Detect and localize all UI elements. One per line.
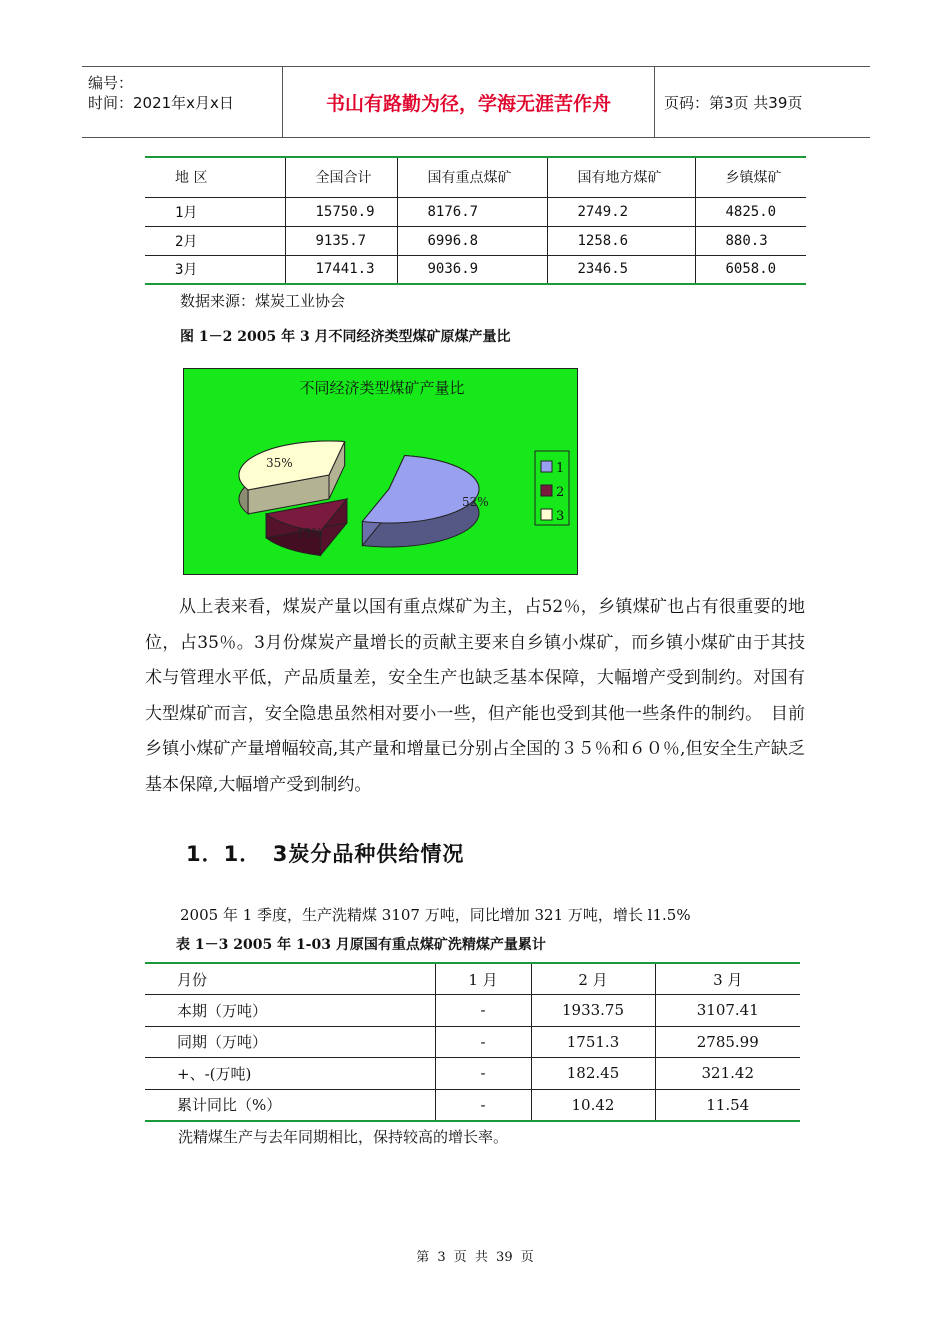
table-cell: 17441.3 [285, 255, 397, 284]
table-cell: 9135.7 [285, 226, 397, 255]
table-row [145, 197, 806, 226]
page-number-label: 页码：第3页 共39页 [664, 93, 803, 112]
paragraph-text: 从上表来看，煤炭产量以国有重点煤矿为主，占52％，乡镇煤矿也占有很重要的地位，占35％。3月份煤炭产量增长的贡献主要来自乡镇小煤矿，而乡镇小煤矿由于其技术与管理水平低，产品质量差，安全生产也缺乏基本保障，大幅增产受到制约。对国有大型煤矿而言，安全隐患虽然相对要小一些，但产能也受到其他一些条件的制约。 目前乡镇小煤矿产量增幅较高,其产量和增量已分别占全国的３５％和６０％,但安全生产缺乏基本保障,大幅增产受到制约。 [145, 597, 805, 795]
table-cell: 6996.8 [397, 226, 547, 255]
table-header-cell: 1 月 [435, 963, 531, 995]
table-cell: 1月 [145, 197, 285, 226]
data-source: 数据来源：煤炭工业协会 [180, 292, 346, 310]
section-heading: 1．1． 3炭分品种供给情况 [186, 842, 465, 866]
table-cell: 3月 [145, 255, 285, 284]
table-header-cell: 地 区 [145, 157, 285, 197]
table-note: 洗精煤生产与去年同期相比，保持较高的增长率。 [178, 1128, 509, 1146]
number-label: 编号： [88, 74, 134, 92]
table-cell: 2785.99 [655, 1026, 800, 1058]
table-cell: 1258.6 [547, 226, 695, 255]
pie-chart-svg [184, 369, 577, 574]
table-caption: 表 1－3 2005 年 1-03 月原国有重点煤矿洗精煤产量累计 [176, 937, 546, 953]
table-header-cell: 2 月 [531, 963, 655, 995]
table-cell: - [435, 1089, 531, 1121]
table-cell: 880.3 [695, 226, 806, 255]
legend-label: 1 [556, 461, 565, 476]
table-cell: 6058.0 [725, 261, 777, 278]
table-row [145, 255, 806, 284]
table-header-cell: 3 月 [655, 963, 800, 995]
legend-label: 2 [556, 485, 565, 500]
table-cell: 2月 [145, 226, 285, 255]
page-footer: 第 3 页 共 39 页 [416, 1250, 534, 1265]
table-row [145, 1026, 800, 1058]
table-header-cell: 国有重点煤矿 [397, 157, 547, 197]
body-paragraph [145, 590, 805, 803]
legend-swatch [541, 485, 552, 496]
table-cell: 15750.9 [285, 197, 397, 226]
header-meta [82, 67, 282, 137]
legend-swatch [541, 461, 552, 472]
legend-swatch [541, 509, 552, 520]
pie-chart [183, 368, 578, 575]
table-header-cell: 全国合计 [285, 157, 397, 197]
table-cell: 11.54 [706, 1095, 750, 1114]
table-cell: +、-(万吨) [145, 1058, 435, 1090]
pie-slice-label: 35% [266, 456, 293, 470]
table-row [145, 1089, 800, 1121]
table-header-cell: 国有地方煤矿 [547, 157, 695, 197]
table-row [145, 226, 806, 255]
figure-caption: 图 1－2 2005 年 3 月不同经济类型煤矿原煤产量比 [180, 329, 511, 345]
summary-line: 2005 年 1 季度，生产洗精煤 3107 万吨，同比增加 321 万吨，增长 l1.5% [180, 906, 691, 924]
table-cell: 累计同比（%） [145, 1089, 435, 1121]
chart-title: 不同经济类型煤矿产量比 [299, 379, 465, 397]
table-cell: 10.42 [531, 1089, 655, 1121]
table-cell: 本期（万吨） [145, 995, 435, 1027]
table-cell: 1933.75 [531, 995, 655, 1027]
table-row [145, 1058, 800, 1090]
washed-coal-table [145, 962, 800, 1122]
table-row [145, 995, 800, 1027]
table-cell: 182.45 [531, 1058, 655, 1090]
table-cell: 8176.7 [397, 197, 547, 226]
table-header-cell: 月份 [145, 963, 435, 995]
table-header-row [145, 963, 800, 995]
table-cell: - [435, 1026, 531, 1058]
pie-slice-label: 52% [462, 495, 489, 509]
table-header-cell: 乡镇煤矿 [695, 157, 806, 197]
table-cell: 3107.41 [655, 995, 800, 1027]
table-cell: 4825.0 [695, 197, 806, 226]
table-cell: 2749.2 [547, 197, 695, 226]
legend-label: 3 [556, 509, 565, 524]
table-cell: - [435, 1058, 531, 1090]
header-divider [654, 67, 655, 137]
header-motto: 书山有路勤为径，学海无涯苦作舟 [325, 92, 611, 115]
pie-slice-label: 13% [296, 526, 323, 540]
time-label: 时间：2021年x月x日 [88, 94, 234, 112]
page-header [82, 66, 870, 138]
table-cell: 321.42 [655, 1058, 800, 1090]
table-cell: 1751.3 [531, 1026, 655, 1058]
table-cell: 2346.5 [547, 255, 695, 284]
table-header-row [145, 157, 806, 197]
table-cell: 9036.9 [397, 255, 547, 284]
coal-output-table [145, 156, 806, 285]
table-cell: 同期（万吨） [145, 1026, 435, 1058]
table-cell: - [435, 995, 531, 1027]
